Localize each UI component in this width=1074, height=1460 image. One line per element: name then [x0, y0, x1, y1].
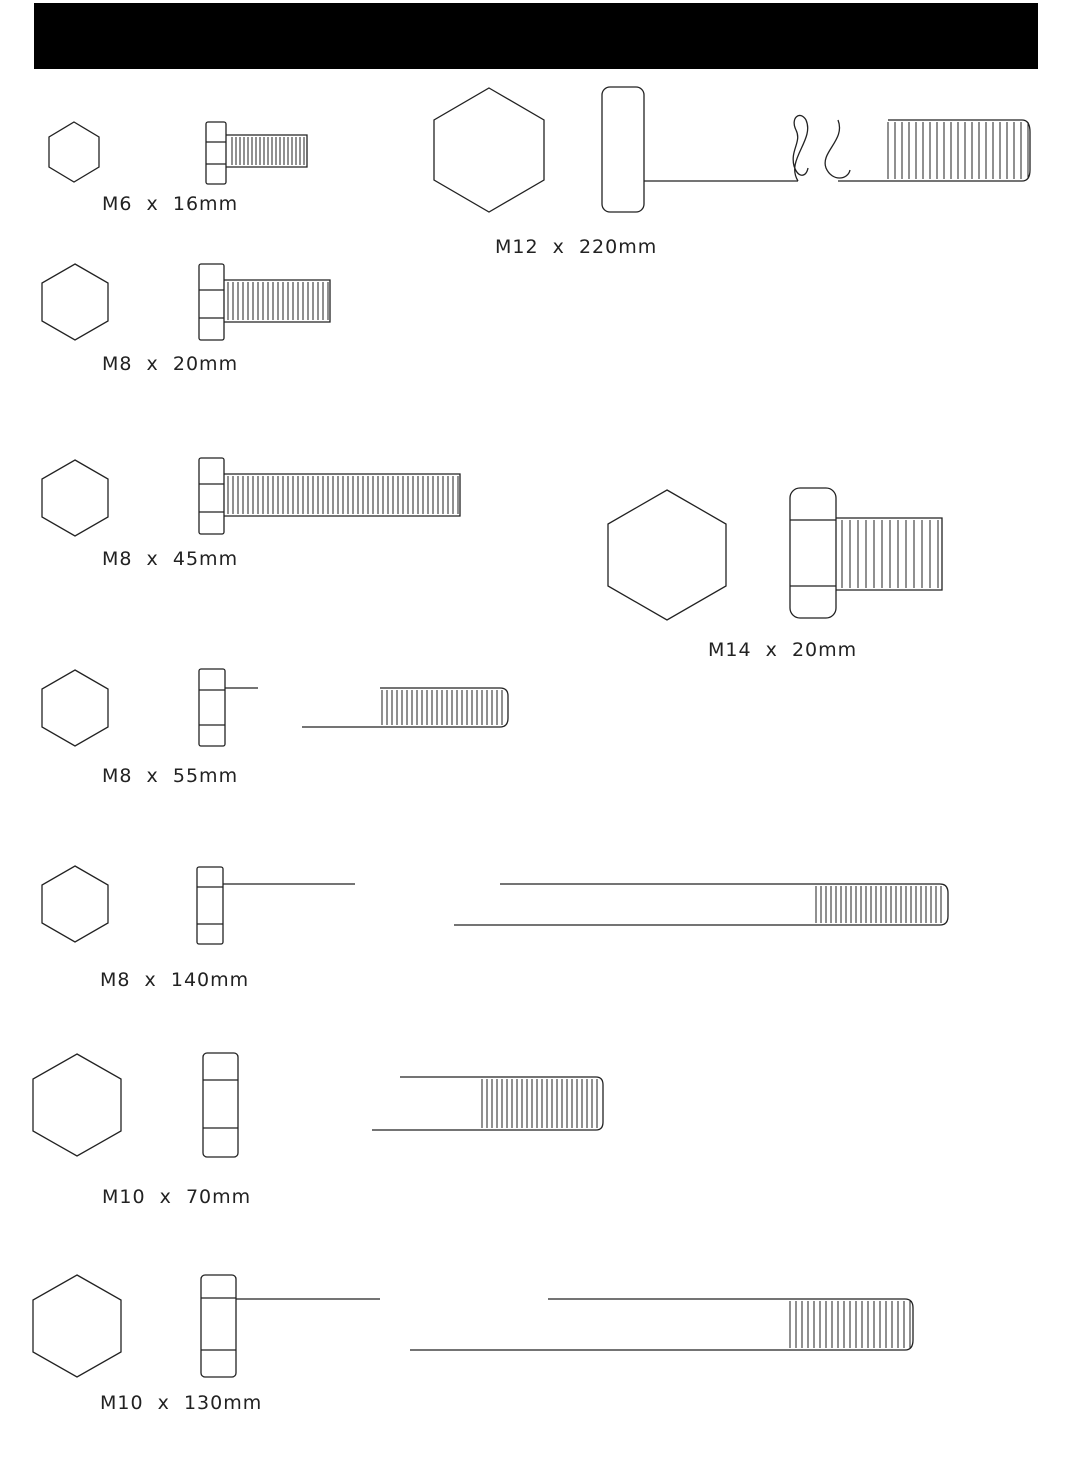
- bolt-thread: [382, 690, 502, 725]
- break-symbol-icon: [793, 115, 808, 181]
- bolt-thread: [790, 1301, 910, 1348]
- hex-head-icon: [42, 866, 108, 942]
- bolt-m8x45: [42, 458, 460, 536]
- hex-head-icon: [434, 88, 544, 212]
- bolt-thread: [842, 520, 938, 588]
- bolt-m6x16: [49, 122, 307, 184]
- bolt-m8x20: [42, 264, 330, 340]
- bolt-m14x20: [608, 488, 942, 620]
- bolt-label-m10x130: M10 x 130mm: [100, 1392, 263, 1414]
- hex-head-icon: [49, 122, 99, 182]
- bolt-thread: [232, 137, 304, 165]
- bolt-thread: [482, 1079, 597, 1128]
- bolt-shank: [226, 135, 307, 167]
- hex-head-icon: [33, 1275, 121, 1377]
- hex-head-icon: [33, 1054, 121, 1156]
- bolt-shank: [836, 518, 942, 590]
- bolt-label-m8x45: M8 x 45mm: [102, 548, 239, 570]
- bolt-head-side: [199, 458, 224, 534]
- bolt-shank: [838, 120, 1030, 181]
- hex-head-icon: [608, 490, 726, 620]
- bolt-thread: [888, 122, 1028, 179]
- bolt-thread: [816, 886, 941, 923]
- bolt-label-m6x16: M6 x 16mm: [102, 193, 239, 215]
- bolt-head-side: [790, 488, 836, 618]
- bolt-m10x70: [33, 1053, 603, 1157]
- bolt-shank: [224, 474, 460, 516]
- bolt-label-m12x220: M12 x 220mm: [495, 236, 658, 258]
- hex-head-icon: [42, 460, 108, 536]
- bolt-label-m8x55: M8 x 55mm: [102, 765, 239, 787]
- bolt-label-m8x20: M8 x 20mm: [102, 353, 239, 375]
- bolt-m10x130: [33, 1275, 913, 1377]
- bolt-label-m10x70: M10 x 70mm: [102, 1186, 252, 1208]
- bolt-m8x55: [42, 669, 508, 746]
- bolt-m12x220: [434, 87, 1030, 212]
- bolt-thread: [228, 282, 328, 320]
- bolt-shank: [224, 280, 330, 322]
- bolt-head-side: [199, 669, 225, 746]
- bolt-label-m8x140: M8 x 140mm: [100, 969, 250, 991]
- bolt-head-side: [197, 867, 223, 944]
- bolt-label-m14x20: M14 x 20mm: [708, 639, 858, 661]
- bolt-thread: [228, 476, 458, 514]
- break-symbol-icon: [825, 120, 850, 178]
- bolt-head-side: [201, 1275, 236, 1377]
- bolt-shank: [454, 884, 948, 925]
- bolt-head-side: [206, 122, 226, 184]
- hex-head-icon: [42, 264, 108, 340]
- bolt-head-side: [602, 87, 644, 212]
- bolt-head-side: [203, 1053, 238, 1157]
- bolt-m8x140: [42, 866, 948, 944]
- bolt-head-side: [199, 264, 224, 340]
- hex-head-icon: [42, 670, 108, 746]
